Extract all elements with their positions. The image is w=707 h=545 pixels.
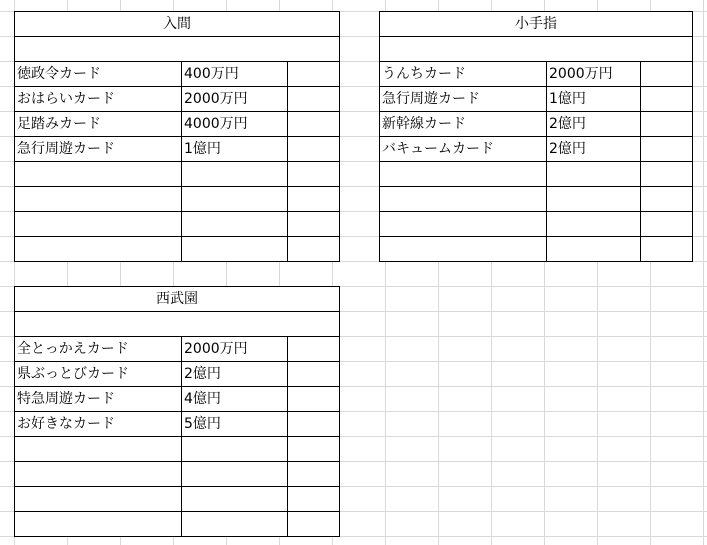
empty-cell[interactable]: [288, 87, 340, 112]
blank-cell[interactable]: [380, 37, 693, 62]
price-cell[interactable]: 5億円: [182, 412, 288, 437]
empty-cell[interactable]: [288, 162, 340, 187]
price-cell[interactable]: [182, 237, 288, 262]
station-table-iruma: [14, 11, 340, 262]
price-cell[interactable]: 1億円: [547, 87, 641, 112]
price-cell[interactable]: [547, 237, 641, 262]
empty-cell[interactable]: [641, 187, 693, 212]
price-cell[interactable]: [182, 212, 288, 237]
blank-row: [15, 312, 340, 337]
table-row: [15, 512, 340, 537]
table-title-cell[interactable]: 西武園: [15, 287, 340, 312]
card-name-cell[interactable]: 急行周遊カード: [380, 87, 547, 112]
price-cell[interactable]: [182, 162, 288, 187]
table-row: [15, 337, 340, 362]
price-cell[interactable]: 2000万円: [182, 87, 288, 112]
price-cell[interactable]: 400万円: [182, 62, 288, 87]
empty-cell[interactable]: [288, 237, 340, 262]
card-name-cell[interactable]: バキュームカード: [380, 137, 547, 162]
card-name-cell[interactable]: 徳政令カード: [15, 62, 182, 87]
empty-cell[interactable]: [641, 112, 693, 137]
card-name-cell[interactable]: うんちカード: [380, 62, 547, 87]
table-row: [15, 237, 340, 262]
card-name-cell[interactable]: 足踏みカード: [15, 112, 182, 137]
card-name-cell[interactable]: 急行周遊カード: [15, 137, 182, 162]
table-title-cell[interactable]: 小手指: [380, 12, 693, 37]
empty-cell[interactable]: [288, 62, 340, 87]
card-name-cell[interactable]: [15, 462, 182, 487]
empty-cell[interactable]: [288, 437, 340, 462]
table-row: [380, 112, 693, 137]
empty-cell[interactable]: [288, 512, 340, 537]
card-name-cell[interactable]: 全とっかえカード: [15, 337, 182, 362]
price-cell[interactable]: 2億円: [547, 137, 641, 162]
card-name-cell[interactable]: 県ぶっとびカード: [15, 362, 182, 387]
table-row: [15, 487, 340, 512]
table-row: [15, 187, 340, 212]
station-table-koyubi: [379, 11, 693, 262]
table-row: [380, 87, 693, 112]
table-row: [380, 162, 693, 187]
empty-cell[interactable]: [288, 462, 340, 487]
price-cell[interactable]: [182, 487, 288, 512]
card-name-cell[interactable]: 新幹線カード: [380, 112, 547, 137]
card-name-cell[interactable]: [15, 187, 182, 212]
blank-cell[interactable]: [15, 37, 340, 62]
blank-cell[interactable]: [15, 312, 340, 337]
table-row: [15, 437, 340, 462]
empty-cell[interactable]: [288, 187, 340, 212]
price-cell[interactable]: 4000万円: [182, 112, 288, 137]
empty-cell[interactable]: [288, 112, 340, 137]
empty-cell[interactable]: [641, 212, 693, 237]
table-row: [15, 412, 340, 437]
table-row: [15, 62, 340, 87]
card-name-cell[interactable]: 特急周遊カード: [15, 387, 182, 412]
price-cell[interactable]: [182, 187, 288, 212]
table-row: [15, 162, 340, 187]
card-name-cell[interactable]: おはらいカード: [15, 87, 182, 112]
empty-cell[interactable]: [288, 412, 340, 437]
price-cell[interactable]: [547, 212, 641, 237]
card-name-cell[interactable]: [380, 187, 547, 212]
table-row: [15, 387, 340, 412]
empty-cell[interactable]: [288, 137, 340, 162]
table-row: [15, 212, 340, 237]
table-row: [380, 212, 693, 237]
price-cell[interactable]: [182, 437, 288, 462]
card-name-cell[interactable]: [15, 437, 182, 462]
card-name-cell[interactable]: お好きなカード: [15, 412, 182, 437]
empty-cell[interactable]: [288, 387, 340, 412]
price-cell[interactable]: 4億円: [182, 387, 288, 412]
table-row: [380, 237, 693, 262]
table-row: [380, 187, 693, 212]
price-cell[interactable]: 1億円: [182, 137, 288, 162]
card-name-cell[interactable]: [380, 162, 547, 187]
empty-cell[interactable]: [288, 212, 340, 237]
empty-cell[interactable]: [641, 62, 693, 87]
price-cell[interactable]: [547, 162, 641, 187]
card-name-cell[interactable]: [15, 162, 182, 187]
empty-cell[interactable]: [641, 162, 693, 187]
price-cell[interactable]: [182, 512, 288, 537]
card-name-cell[interactable]: [15, 487, 182, 512]
card-name-cell[interactable]: [380, 237, 547, 262]
table-row: [15, 362, 340, 387]
empty-cell[interactable]: [641, 237, 693, 262]
price-cell[interactable]: 2億円: [182, 362, 288, 387]
table-title-cell[interactable]: 入間: [15, 12, 340, 37]
card-name-cell[interactable]: [15, 237, 182, 262]
price-cell[interactable]: 2億円: [547, 112, 641, 137]
card-name-cell[interactable]: [380, 212, 547, 237]
table-row: [380, 62, 693, 87]
price-cell[interactable]: [547, 187, 641, 212]
station-table-seibuen: [14, 286, 340, 537]
price-cell[interactable]: 2000万円: [182, 337, 288, 362]
table-row: [380, 137, 693, 162]
price-cell[interactable]: [182, 462, 288, 487]
empty-cell[interactable]: [288, 362, 340, 387]
blank-row: [15, 37, 340, 62]
card-name-cell[interactable]: [15, 512, 182, 537]
table-row: [15, 462, 340, 487]
table-row: [15, 112, 340, 137]
empty-cell[interactable]: [641, 137, 693, 162]
empty-cell[interactable]: [641, 87, 693, 112]
empty-cell[interactable]: [288, 337, 340, 362]
empty-cell[interactable]: [288, 487, 340, 512]
table-row: [15, 137, 340, 162]
blank-row: [380, 37, 693, 62]
table-row: [15, 87, 340, 112]
card-name-cell[interactable]: [15, 212, 182, 237]
price-cell[interactable]: 2000万円: [547, 62, 641, 87]
